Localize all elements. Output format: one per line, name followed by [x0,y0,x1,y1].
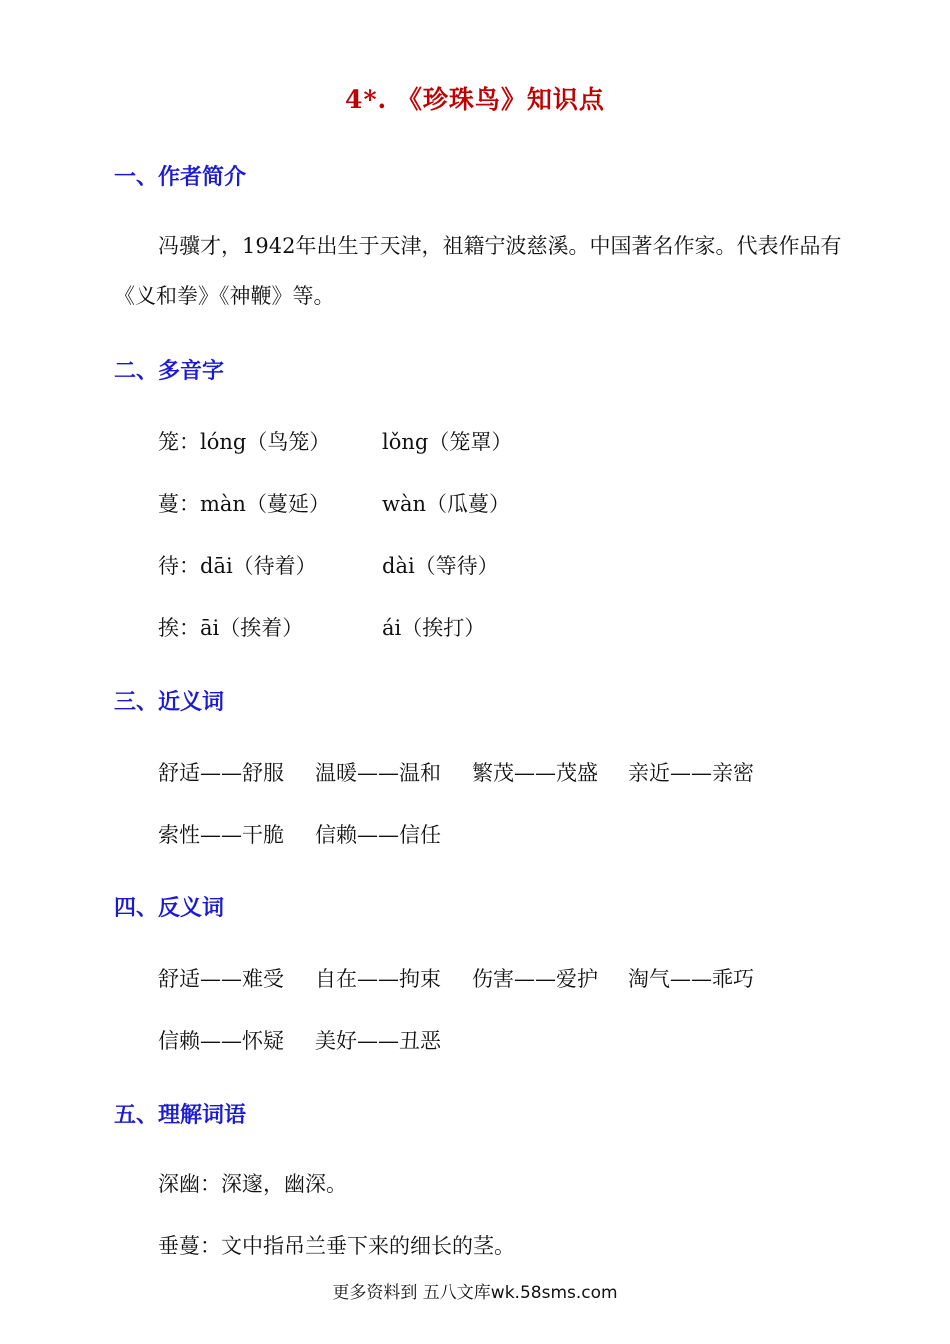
section-heading-antonyms: 四、反义词 [114,896,225,921]
author-line-1: 冯骥才，1942年出生于天津，祖籍宁波慈溪。中国著名作家。代表作品有 [158,234,842,258]
section-heading-synonyms: 三、近义词 [114,690,225,715]
synonym-pair: 温暖——温和 [315,761,441,785]
footer-link[interactable]: 更多资料到 五八文库wk.58sms.com [332,1283,618,1303]
synonym-pair: 繁茂——茂盛 [472,761,598,785]
antonym-pair: 美好——丑恶 [315,1029,441,1053]
antonym-pair: 自在——拘束 [315,967,441,991]
polyphone-2-b: wàn（瓜蔓） [382,492,511,516]
polyphone-4-b: ái（挨打） [382,616,486,640]
section-heading-words: 五、理解词语 [114,1103,247,1128]
synonym-pair: 亲近——亲密 [628,761,754,785]
word-definition: 深幽：深邃，幽深。 [158,1172,347,1196]
synonym-pair: 信赖——信任 [315,823,441,847]
polyphone-1-a: 笼：lóng（鸟笼） [158,430,331,454]
antonym-pair: 舒适——难受 [158,967,284,991]
synonym-pair: 舒适——舒服 [158,761,284,785]
polyphone-2-a: 蔓：màn（蔓延） [158,492,330,516]
polyphone-4-a: 挨：āi（挨着） [158,616,304,640]
section-heading-author: 一、作者简介 [114,165,247,190]
antonym-pair: 信赖——怀疑 [158,1029,284,1053]
polyphone-1-b: lǒng（笼罩） [382,430,513,454]
page-title: 4*. 《珍珠鸟》知识点 [345,85,605,114]
polyphone-3-b: dài（等待） [382,554,499,578]
antonym-pair: 淘气——乖巧 [628,967,754,991]
antonym-pair: 伤害——爱护 [472,967,598,991]
section-heading-polyphones: 二、多音字 [114,359,225,384]
author-line-2: 《义和拳》《神鞭》等。 [114,284,335,308]
word-definition: 垂蔓：文中指吊兰垂下来的细长的茎。 [158,1234,515,1258]
synonym-pair: 索性——干脆 [158,823,284,847]
polyphone-3-a: 待：dāi（待着） [158,554,317,578]
